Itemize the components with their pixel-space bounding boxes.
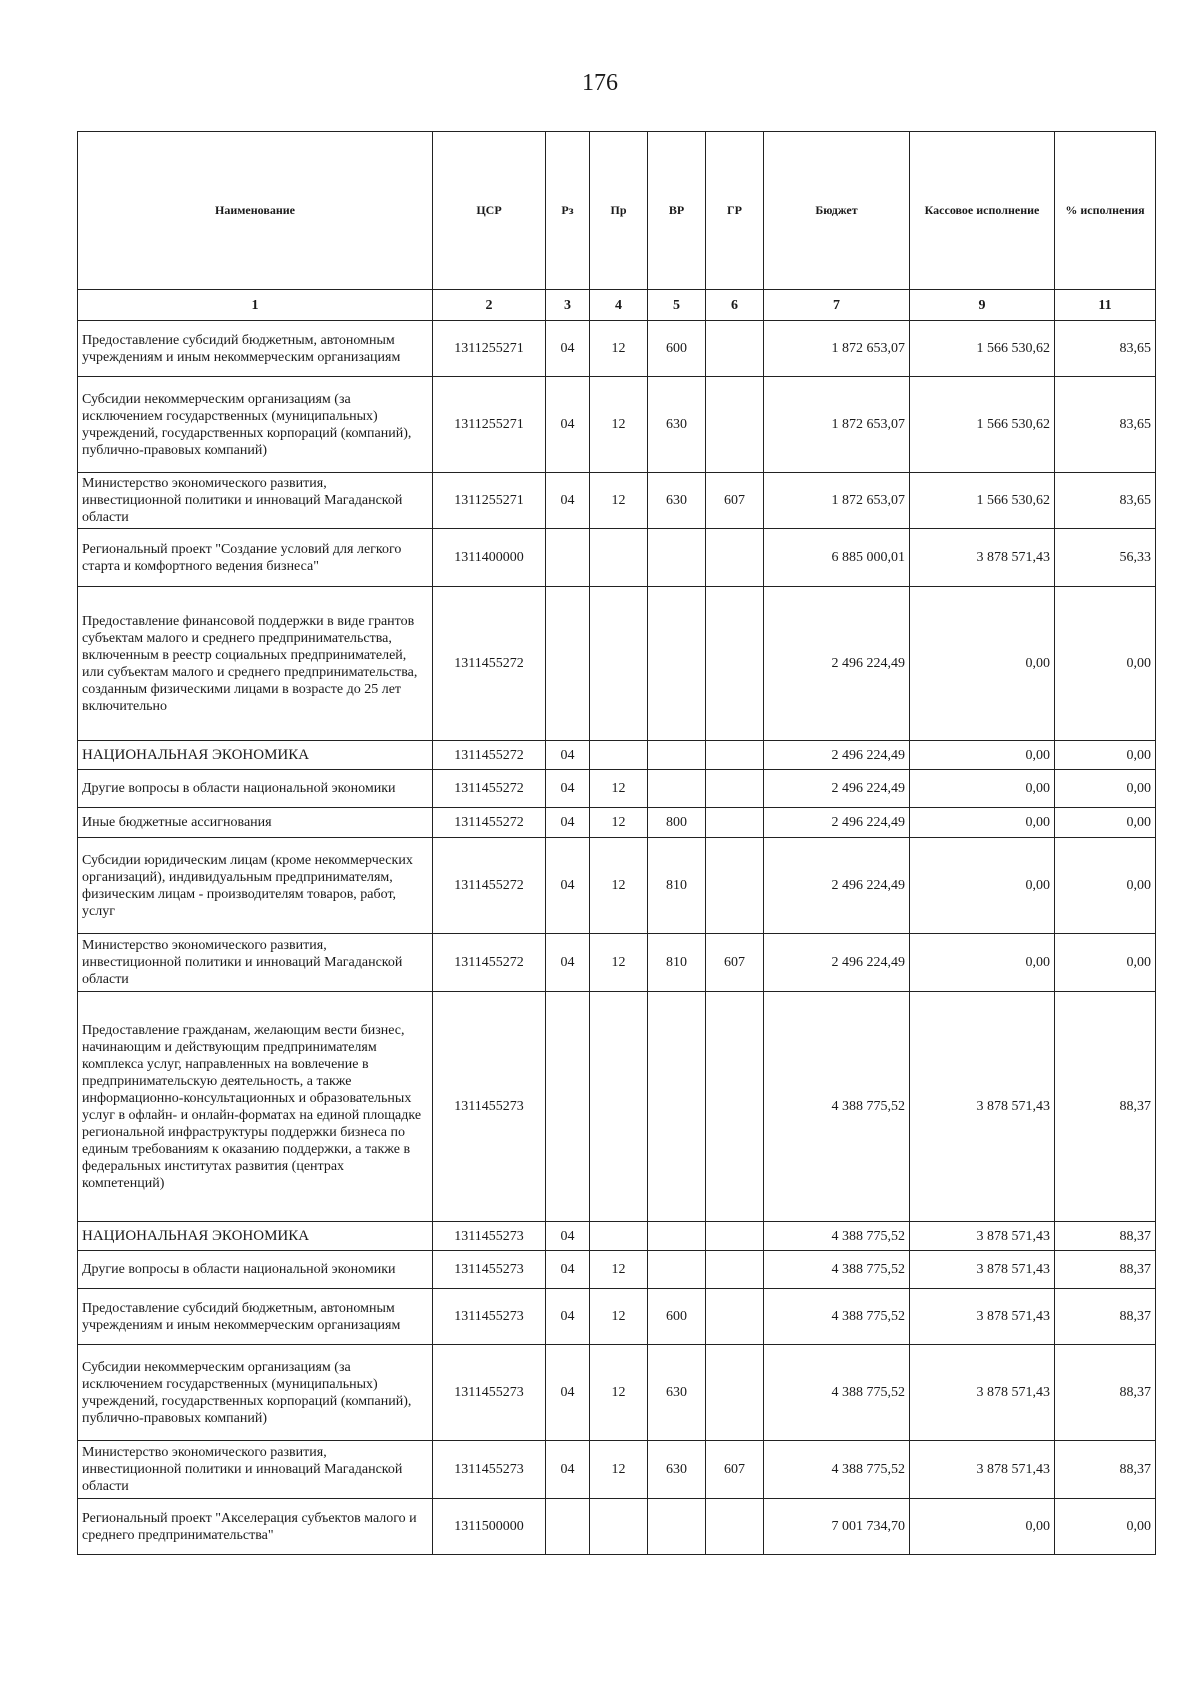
cell-vr bbox=[648, 1222, 706, 1251]
cell-budget: 4 388 775,52 bbox=[764, 1345, 910, 1441]
cell-csr: 1311455272 bbox=[433, 808, 546, 838]
cell-pct: 88,37 bbox=[1055, 1251, 1156, 1289]
cell-rz: 04 bbox=[546, 473, 590, 529]
cell-vr: 810 bbox=[648, 934, 706, 992]
cell-pct: 88,37 bbox=[1055, 1345, 1156, 1441]
table-row bbox=[78, 1441, 1156, 1499]
cell-gr bbox=[706, 808, 764, 838]
cell-gr bbox=[706, 1499, 764, 1555]
cell-budget: 4 388 775,52 bbox=[764, 1251, 910, 1289]
header-budget: Бюджет bbox=[764, 132, 910, 290]
cell-kassa: 1 566 530,62 bbox=[910, 473, 1055, 529]
cell-rz bbox=[546, 587, 590, 741]
cell-pct: 0,00 bbox=[1055, 770, 1156, 808]
cell-csr: 1311255271 bbox=[433, 377, 546, 473]
cell-vr bbox=[648, 770, 706, 808]
cell-kassa: 3 878 571,43 bbox=[910, 1251, 1055, 1289]
cell-csr: 1311455272 bbox=[433, 770, 546, 808]
cell-name: Министерство экономического развития, инвестиционной политики и инноваций Магаданской области bbox=[78, 1441, 433, 1499]
cell-gr bbox=[706, 1251, 764, 1289]
cell-rz: 04 bbox=[546, 377, 590, 473]
cell-gr bbox=[706, 529, 764, 587]
cell-name: Предоставление субсидий бюджетным, автономным учреждениям и иным некоммерческим организациям bbox=[78, 321, 433, 377]
table-row bbox=[78, 1345, 1156, 1441]
cell-budget: 4 388 775,52 bbox=[764, 992, 910, 1222]
colnum-3: 3 bbox=[546, 290, 590, 321]
cell-budget: 4 388 775,52 bbox=[764, 1441, 910, 1499]
table-row bbox=[78, 934, 1156, 992]
cell-pct: 88,37 bbox=[1055, 1441, 1156, 1499]
cell-gr bbox=[706, 321, 764, 377]
cell-rz: 04 bbox=[546, 1222, 590, 1251]
table-row bbox=[78, 1289, 1156, 1345]
table-row bbox=[78, 992, 1156, 1222]
cell-csr: 1311455273 bbox=[433, 992, 546, 1222]
cell-budget: 4 388 775,52 bbox=[764, 1289, 910, 1345]
cell-name: Предоставление финансовой поддержки в виде грантов субъектам малого и среднего предпринимательства, включенным в реестр социальных предпринимателей, или субъектам малого и среднего предпринимательства, созданным физическими лицами в возрасте до 25 лет включительно bbox=[78, 587, 433, 741]
cell-csr: 1311455272 bbox=[433, 587, 546, 741]
cell-kassa: 0,00 bbox=[910, 741, 1055, 770]
table-row bbox=[78, 473, 1156, 529]
table-row bbox=[78, 838, 1156, 934]
cell-csr: 1311455273 bbox=[433, 1289, 546, 1345]
cell-name: Региональный проект "Акселерация субъектов малого и среднего предпринимательства" bbox=[78, 1499, 433, 1555]
table-row bbox=[78, 377, 1156, 473]
cell-csr: 1311255271 bbox=[433, 321, 546, 377]
cell-gr bbox=[706, 992, 764, 1222]
cell-vr bbox=[648, 741, 706, 770]
cell-gr bbox=[706, 741, 764, 770]
colnum-7: 7 bbox=[764, 290, 910, 321]
cell-budget: 2 496 224,49 bbox=[764, 838, 910, 934]
cell-budget: 2 496 224,49 bbox=[764, 587, 910, 741]
cell-kassa: 1 566 530,62 bbox=[910, 321, 1055, 377]
header-pr: Пр bbox=[590, 132, 648, 290]
cell-gr bbox=[706, 587, 764, 741]
cell-gr: 607 bbox=[706, 934, 764, 992]
table-row bbox=[78, 1499, 1156, 1555]
cell-budget: 2 496 224,49 bbox=[764, 934, 910, 992]
cell-name: Субсидии некоммерческим организациям (за исключением государственных (муниципальных) учреждений, государственных корпораций (компаний), публично-правовых компаний) bbox=[78, 1345, 433, 1441]
cell-csr: 1311255271 bbox=[433, 473, 546, 529]
header-pct: % исполнения bbox=[1055, 132, 1156, 290]
cell-pr: 12 bbox=[590, 1251, 648, 1289]
colnum-4: 4 bbox=[590, 290, 648, 321]
cell-csr: 1311455273 bbox=[433, 1251, 546, 1289]
cell-budget: 2 496 224,49 bbox=[764, 741, 910, 770]
cell-name: Региональный проект "Создание условий для легкого старта и комфортного ведения бизнеса" bbox=[78, 529, 433, 587]
cell-csr: 1311400000 bbox=[433, 529, 546, 587]
cell-gr bbox=[706, 377, 764, 473]
cell-rz: 04 bbox=[546, 838, 590, 934]
cell-name: Другие вопросы в области национальной экономики bbox=[78, 1251, 433, 1289]
cell-budget: 6 885 000,01 bbox=[764, 529, 910, 587]
cell-csr: 1311455273 bbox=[433, 1345, 546, 1441]
cell-gr bbox=[706, 1289, 764, 1345]
header-csr: ЦСР bbox=[433, 132, 546, 290]
table-row bbox=[78, 741, 1156, 770]
colnum-11: 11 bbox=[1055, 290, 1156, 321]
table-row bbox=[78, 808, 1156, 838]
cell-kassa: 3 878 571,43 bbox=[910, 1345, 1055, 1441]
cell-vr bbox=[648, 1499, 706, 1555]
cell-rz: 04 bbox=[546, 808, 590, 838]
cell-vr bbox=[648, 992, 706, 1222]
cell-csr: 1311500000 bbox=[433, 1499, 546, 1555]
cell-pct: 56,33 bbox=[1055, 529, 1156, 587]
cell-name: НАЦИОНАЛЬНАЯ ЭКОНОМИКА bbox=[78, 1222, 433, 1251]
cell-kassa: 1 566 530,62 bbox=[910, 377, 1055, 473]
cell-rz: 04 bbox=[546, 1345, 590, 1441]
cell-budget: 4 388 775,52 bbox=[764, 1222, 910, 1251]
header-kassa: Кассовое исполнение bbox=[910, 132, 1055, 290]
cell-gr: 607 bbox=[706, 1441, 764, 1499]
cell-name: Иные бюджетные ассигнования bbox=[78, 808, 433, 838]
cell-pr: 12 bbox=[590, 808, 648, 838]
cell-pct: 88,37 bbox=[1055, 992, 1156, 1222]
cell-csr: 1311455273 bbox=[433, 1222, 546, 1251]
cell-kassa: 3 878 571,43 bbox=[910, 1222, 1055, 1251]
table-row bbox=[78, 587, 1156, 741]
cell-pct: 83,65 bbox=[1055, 377, 1156, 473]
cell-pct: 83,65 bbox=[1055, 473, 1156, 529]
cell-kassa: 3 878 571,43 bbox=[910, 1289, 1055, 1345]
cell-pr: 12 bbox=[590, 377, 648, 473]
cell-pct: 0,00 bbox=[1055, 587, 1156, 741]
table-row bbox=[78, 529, 1156, 587]
cell-pr: 12 bbox=[590, 934, 648, 992]
colnum-6: 6 bbox=[706, 290, 764, 321]
cell-pr bbox=[590, 1222, 648, 1251]
header-rz: Рз bbox=[546, 132, 590, 290]
cell-pr bbox=[590, 1499, 648, 1555]
colnum-2: 2 bbox=[433, 290, 546, 321]
cell-pr bbox=[590, 529, 648, 587]
cell-kassa: 3 878 571,43 bbox=[910, 1441, 1055, 1499]
cell-pr: 12 bbox=[590, 1289, 648, 1345]
cell-csr: 1311455272 bbox=[433, 741, 546, 770]
table-row bbox=[78, 1222, 1156, 1251]
table-body bbox=[78, 321, 1156, 1555]
cell-kassa: 3 878 571,43 bbox=[910, 992, 1055, 1222]
cell-pct: 88,37 bbox=[1055, 1289, 1156, 1345]
cell-kassa: 0,00 bbox=[910, 1499, 1055, 1555]
cell-name: Министерство экономического развития, инвестиционной политики и инноваций Магаданской области bbox=[78, 473, 433, 529]
cell-vr: 630 bbox=[648, 377, 706, 473]
cell-vr: 800 bbox=[648, 808, 706, 838]
colnum-5: 5 bbox=[648, 290, 706, 321]
cell-vr bbox=[648, 587, 706, 741]
cell-budget: 2 496 224,49 bbox=[764, 770, 910, 808]
cell-name: Субсидии юридическим лицам (кроме некоммерческих организаций), индивидуальным предпринимателям, физическим лицам - производителям товаров, работ, услуг bbox=[78, 838, 433, 934]
cell-name: Предоставление субсидий бюджетным, автономным учреждениям и иным некоммерческим организациям bbox=[78, 1289, 433, 1345]
cell-pr: 12 bbox=[590, 1441, 648, 1499]
cell-rz bbox=[546, 529, 590, 587]
cell-csr: 1311455272 bbox=[433, 838, 546, 934]
table-row bbox=[78, 1251, 1156, 1289]
table-row bbox=[78, 770, 1156, 808]
cell-pr bbox=[590, 992, 648, 1222]
cell-pct: 88,37 bbox=[1055, 1222, 1156, 1251]
column-number-row bbox=[78, 290, 1156, 321]
cell-rz: 04 bbox=[546, 1289, 590, 1345]
cell-rz: 04 bbox=[546, 741, 590, 770]
cell-name: Предоставление гражданам, желающим вести бизнес, начинающим и действующим предпринимателям комплекса услуг, направленных на вовлечение в предпринимательскую деятельность, а также информационно-консультационных и образовательных услуг в офлайн- и онлайн-форматах на единой площадке региональной инфраструктуры поддержки бизнеса по единым требованиям к оказанию поддержки, а также в федеральных институтах развития (центрах компетенций) bbox=[78, 992, 433, 1222]
cell-pct: 83,65 bbox=[1055, 321, 1156, 377]
cell-csr: 1311455273 bbox=[433, 1441, 546, 1499]
cell-rz: 04 bbox=[546, 770, 590, 808]
header-name: Наименование bbox=[78, 132, 433, 290]
cell-pr: 12 bbox=[590, 770, 648, 808]
cell-rz: 04 bbox=[546, 1441, 590, 1499]
colnum-9: 9 bbox=[910, 290, 1055, 321]
cell-pct: 0,00 bbox=[1055, 808, 1156, 838]
cell-pr: 12 bbox=[590, 838, 648, 934]
cell-rz bbox=[546, 992, 590, 1222]
cell-kassa: 0,00 bbox=[910, 587, 1055, 741]
cell-gr bbox=[706, 1345, 764, 1441]
cell-vr bbox=[648, 1251, 706, 1289]
cell-rz: 04 bbox=[546, 934, 590, 992]
cell-vr: 630 bbox=[648, 1345, 706, 1441]
cell-pct: 0,00 bbox=[1055, 838, 1156, 934]
cell-pr: 12 bbox=[590, 321, 648, 377]
cell-kassa: 3 878 571,43 bbox=[910, 529, 1055, 587]
header-row bbox=[78, 132, 1156, 290]
cell-gr bbox=[706, 838, 764, 934]
cell-gr: 607 bbox=[706, 473, 764, 529]
cell-budget: 2 496 224,49 bbox=[764, 808, 910, 838]
cell-budget: 7 001 734,70 bbox=[764, 1499, 910, 1555]
cell-pr: 12 bbox=[590, 473, 648, 529]
cell-pct: 0,00 bbox=[1055, 934, 1156, 992]
cell-vr: 630 bbox=[648, 1441, 706, 1499]
cell-rz: 04 bbox=[546, 321, 590, 377]
cell-budget: 1 872 653,07 bbox=[764, 377, 910, 473]
cell-rz: 04 bbox=[546, 1251, 590, 1289]
header-vr: ВР bbox=[648, 132, 706, 290]
cell-name: Министерство экономического развития, инвестиционной политики и инноваций Магаданской области bbox=[78, 934, 433, 992]
cell-vr: 630 bbox=[648, 473, 706, 529]
header-gr: ГР bbox=[706, 132, 764, 290]
cell-pr: 12 bbox=[590, 1345, 648, 1441]
cell-rz bbox=[546, 1499, 590, 1555]
cell-gr bbox=[706, 1222, 764, 1251]
cell-kassa: 0,00 bbox=[910, 808, 1055, 838]
cell-budget: 1 872 653,07 bbox=[764, 473, 910, 529]
cell-pct: 0,00 bbox=[1055, 741, 1156, 770]
cell-kassa: 0,00 bbox=[910, 770, 1055, 808]
cell-vr: 600 bbox=[648, 321, 706, 377]
page-number: 176 bbox=[582, 70, 618, 96]
budget-execution-table bbox=[77, 131, 1156, 1555]
cell-csr: 1311455272 bbox=[433, 934, 546, 992]
cell-name: Субсидии некоммерческим организациям (за исключением государственных (муниципальных) учреждений, государственных корпораций (компаний), публично-правовых компаний) bbox=[78, 377, 433, 473]
cell-pct: 0,00 bbox=[1055, 1499, 1156, 1555]
cell-pr bbox=[590, 741, 648, 770]
cell-budget: 1 872 653,07 bbox=[764, 321, 910, 377]
cell-name: НАЦИОНАЛЬНАЯ ЭКОНОМИКА bbox=[78, 741, 433, 770]
cell-vr: 810 bbox=[648, 838, 706, 934]
colnum-1: 1 bbox=[78, 290, 433, 321]
cell-vr bbox=[648, 529, 706, 587]
cell-gr bbox=[706, 770, 764, 808]
cell-kassa: 0,00 bbox=[910, 934, 1055, 992]
table-row bbox=[78, 321, 1156, 377]
cell-vr: 600 bbox=[648, 1289, 706, 1345]
cell-pr bbox=[590, 587, 648, 741]
cell-kassa: 0,00 bbox=[910, 838, 1055, 934]
cell-name: Другие вопросы в области национальной экономики bbox=[78, 770, 433, 808]
